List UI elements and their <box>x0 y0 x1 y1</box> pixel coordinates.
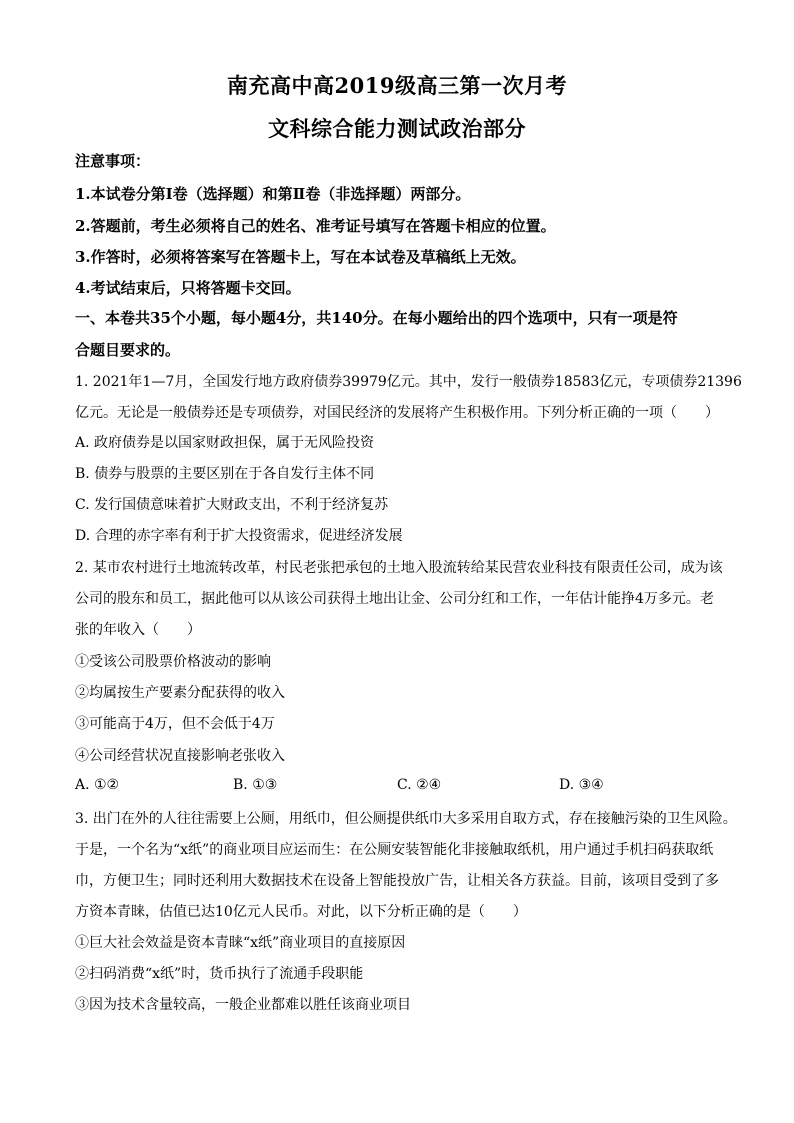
q2-statement: ④公司经营状况直接影响老张收入 <box>75 748 285 764</box>
q2-statement: ①受该公司股票价格波动的影响 <box>75 654 271 670</box>
q2-statement: ③可能高于4万，但不会低于4万 <box>75 716 275 732</box>
q3-statement: ①巨大社会效益是资本青睐“x纸”商业项目的直接原因 <box>75 935 406 951</box>
q2-option-d: D. ③④ <box>559 777 604 793</box>
q3-statement: ②扫码消费“x纸”时，货币执行了流通手段职能 <box>75 966 364 982</box>
q3-stem: 方资本青睐，估值已达10亿元人民币。对此，以下分析正确的是（ ） <box>75 904 527 920</box>
q3-stem: 3. 出门在外的人往往需要上公厕，用纸巾，但公厕提供纸巾大多采用自取方式，存在接触污染的卫生风险。 <box>75 811 737 827</box>
q3-stem: 巾，方便卫生；同时还利用大数据技术在设备上智能投放广告，让相关各方获益。目前，该项目受到了多 <box>75 873 719 889</box>
q2-option-a: A. ①② <box>75 777 120 793</box>
q1-option-a: A. 政府债券是以国家财政担保，属于无风险投资 <box>75 435 375 451</box>
note-item: 1.本试卷分第Ⅰ卷（选择题）和第Ⅱ卷（非选择题）两部分。 <box>75 185 471 203</box>
q2-option-b: B. ①③ <box>233 777 278 793</box>
q2-stem: 公司的股东和员工，据此他可以从该公司获得土地出让金、公司分红和工作，一年估计能挣4万多元。老 <box>75 591 714 607</box>
q2-stem: 张的年收入（ ） <box>75 622 201 638</box>
q1-stem: 亿元。无论是一般债券还是专项债券，对国民经济的发展将产生积极作用。下列分析正确的一项（ ） <box>75 405 719 421</box>
q1-option-d: D. 合理的赤字率有利于扩大投资需求，促进经济发展 <box>75 528 403 544</box>
section-instruction: 一、本卷共35个小题，每小题4分，共140分。在每小题给出的四个选项中，只有一项是符 <box>75 309 678 327</box>
q2-option-c: C. ②④ <box>397 777 442 793</box>
q2-stem: 2. 某市农村进行土地流转改革，村民老张把承包的土地入股流转给某民营农业科技有限责任公司，成为该 <box>75 560 723 576</box>
q1-option-b: B. 债券与股票的主要区别在于各自发行主体不同 <box>75 466 375 482</box>
q3-statement: ③因为技术含量较高，一般企业都难以胜任该商业项目 <box>75 997 411 1013</box>
note-item: 2.答题前，考生必须将自己的姓名、准考证号填写在答题卡相应的位置。 <box>75 217 556 235</box>
q2-statement: ②均属按生产要素分配获得的收入 <box>75 685 285 701</box>
note-item: 4.考试结束后，只将答题卡交回。 <box>75 279 301 297</box>
exam-title: 南充高中高2019级高三第一次月考 <box>227 73 567 98</box>
notes-heading: 注意事项： <box>75 152 151 170</box>
note-item: 3.作答时，必须将答案写在答题卡上，写在本试卷及草稿纸上无效。 <box>75 248 526 266</box>
q1-option-c: C. 发行国债意味着扩大财政支出，不利于经济复苏 <box>75 497 389 513</box>
section-instruction: 合题目要求的。 <box>75 341 181 359</box>
q3-stem: 于是，一个名为“x纸”的商业项目应运而生：在公厕安装智能化非接触取纸机，用户通过手机扫码获取纸 <box>75 842 714 858</box>
exam-subtitle: 文科综合能力测试政治部分 <box>268 116 526 141</box>
q1-stem: 1. 2021年1—7月，全国发行地方政府债券39979亿元。其中，发行一般债券18583亿元，专项债券21396 <box>75 374 742 390</box>
